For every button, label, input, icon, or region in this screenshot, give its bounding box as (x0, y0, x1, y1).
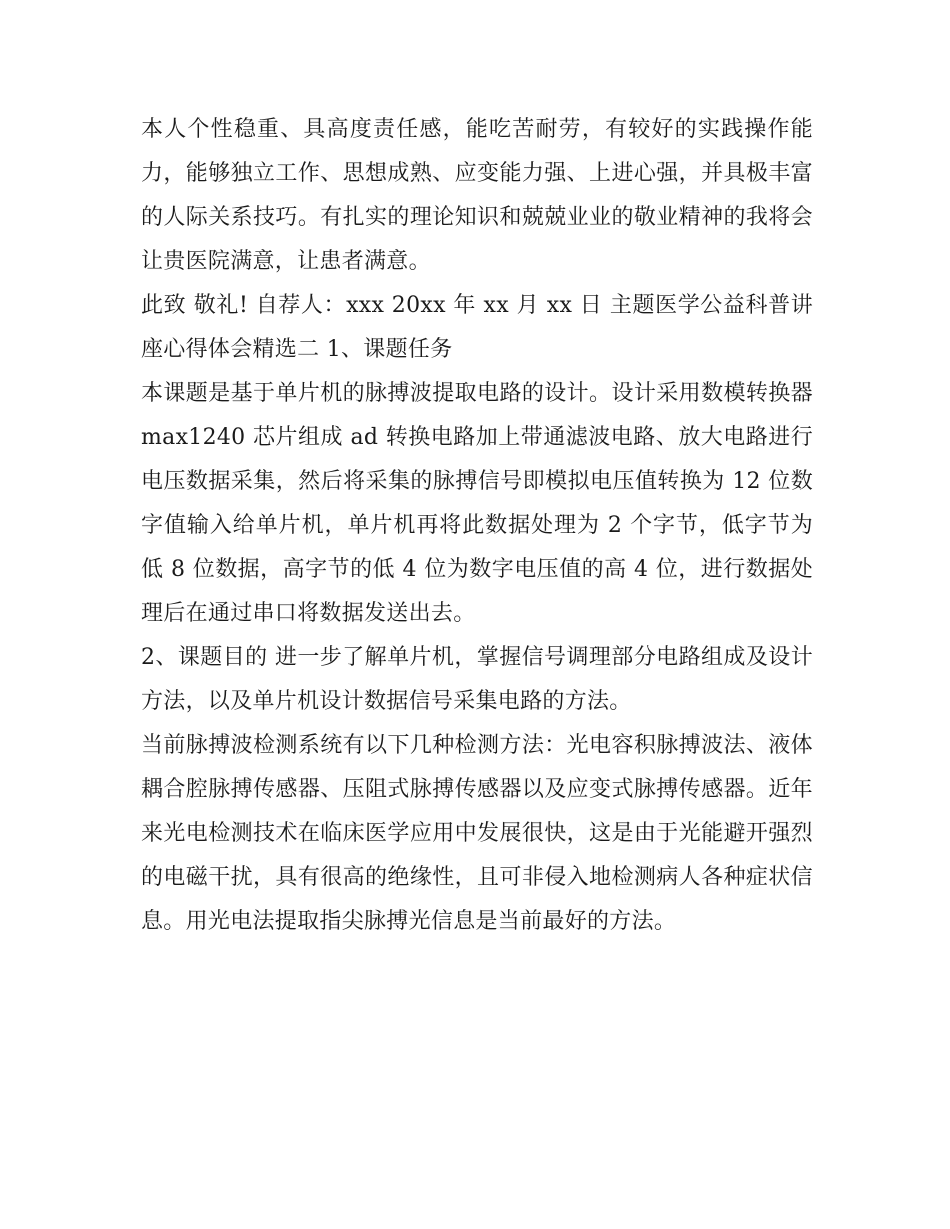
paragraph-project-purpose: 2、课题目的 进一步了解单片机，掌握信号调理部分电路组成及设计方法，以及单片机设计数据信号采集电路的方法。 (141, 645, 813, 714)
document-page (141, 108, 813, 944)
paragraph-project-task: 本课题是基于单片机的脉搏波提取电路的设计。设计采用数模转换器 max1240 芯片组成 ad 转换电路加上带通滤波电路、放大电路进行电压数据采集，然后将采集的脉搏信号即模拟电压值转换为 12 位数字值输入给单片机，单片机再将此数据处理为 2 个字节，低字节为低 8 位数据，高字节的低 4 位为数字电压值的高 4 位，进行数据处理后在通过串口将数据发送出去。 (141, 381, 813, 626)
paragraph-closing-and-topic: 此致 敬礼! 自荐人：xxx 20xx 年 xx 月 xx 日 主题医学公益科普讲座心得体会精选二 1、课题任务 (141, 293, 813, 362)
paragraph-detection-methods: 当前脉搏波检测系统有以下几种检测方法：光电容积脉搏波法、液体耦合腔脉搏传感器、压阻式脉搏传感器以及应变式脉搏传感器。近年来光电检测技术在临床医学应用中发展很快，这是由于光能避开强烈的电磁干扰，具有很高的绝缘性，且可非侵入地检测病人各种症状信息。用光电法提取指尖脉搏光信息是当前最好的方法。 (141, 733, 813, 934)
paragraph-self-description: 本人个性稳重、具高度责任感，能吃苦耐劳，有较好的实践操作能力，能够独立工作、思想成熟、应变能力强、上进心强，并具极丰富的人际关系技巧。有扎实的理论知识和兢兢业业的敬业精神的我将会让贵医院满意，让患者满意。 (141, 117, 813, 274)
